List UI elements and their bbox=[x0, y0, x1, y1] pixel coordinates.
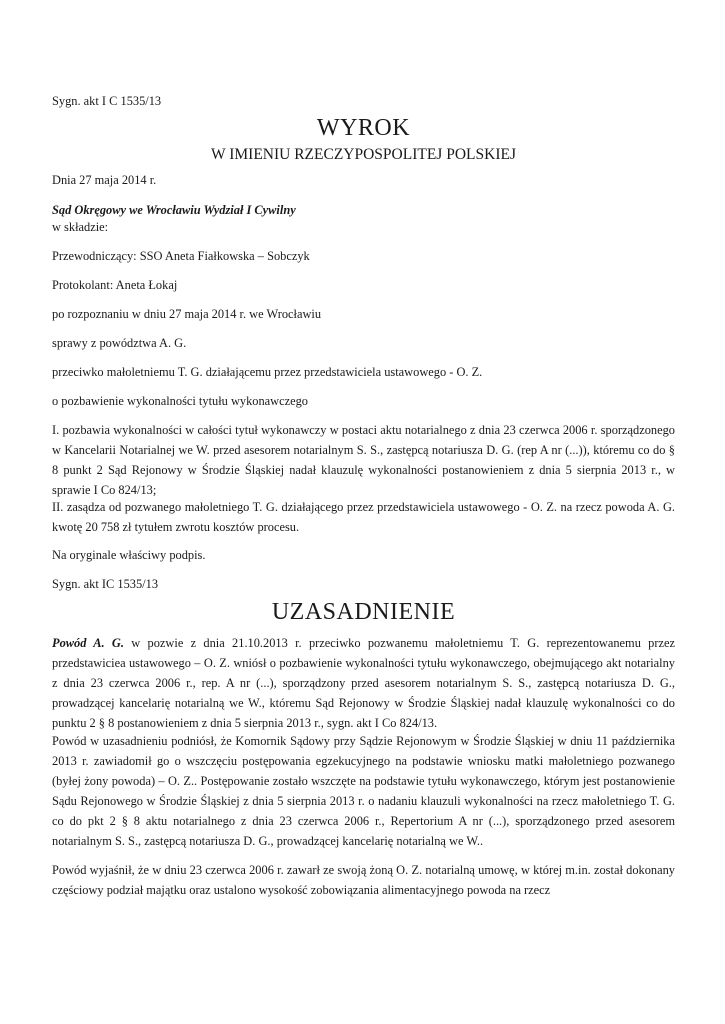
justification-paragraph-2: Powód w uzasadnieniu podniósł, że Komornik Sądowy przy Sądzie Rejonowym w Środzie Śląskiej w dniu 11 października 2013 r. zawiadomił go o wszczęciu postępowania egzekucyjnego na podstawie wniosku matki małoletniego pozwanego (byłej żony powoda) – O. Z.. Postępowanie zostało wszczęte na podstawie tytułu wykonawczego, którym jest postanowienie Sądu Rejonowego w Środzie Śląskiej z dnia 5 sierpnia 2013 r. o nadaniu klauzuli wykonalności na rzecz małoletniego T. G. co do pkt 2 § 8 aktu notarialnego z dnia 23 czerwca 2006 r., Repertorium A nr (...), sporządzonego przed asesorem notarialnym S. S., zastępcą notariusza D. G., prowadzącej kancelarię notarialną we W.. bbox=[52, 734, 675, 848]
plaintiff-line: sprawy z powództwa A. G. bbox=[52, 336, 187, 350]
court-name: Sąd Okręgowy we Wrocławiu Wydział I Cywilny bbox=[52, 203, 296, 217]
verdict-date: Dnia 27 maja 2014 r. bbox=[52, 173, 157, 187]
justification-paragraph-1 bbox=[52, 633, 675, 733]
case-signature: Sygn. akt I C 1535/13 bbox=[52, 94, 162, 108]
verdict-subtitle: W IMIENIU RZECZYPOSPOLITEJ POLSKIEJ bbox=[211, 146, 516, 163]
paragraph-1-text: w pozwie z dnia 21.10.2013 r. przeciwko pozwanemu małoletniemu T. G. reprezentowanemu przez przedstawiciea ustawowego – O. Z. wniósł o pozbawienie wykonalności tytułu wykonawczego, obejmującego akt notarialny z dnia 23 czerwca 2006 r., rep. A nr (...), sporządzony przed asesorem notarialnym S. S., zastępcą notariusza D. G., prowadzącej kancelarię notarialną we W., któremu Sąd Rejonowy w Środzie Śląskiej nadał klauzulę wykonalności co do punktu 2 § 8 postanowieniem z dnia 5 sierpnia 2013 r., sygn. akt I Co 824/13. bbox=[52, 636, 676, 730]
case-signature-2: Sygn. akt IC 1535/13 bbox=[52, 577, 159, 591]
plaintiff-lead: Powód A. G. bbox=[52, 636, 124, 650]
clerk-line: Protokolant: Aneta Łokaj bbox=[52, 278, 178, 292]
ruling-point-2: II. zasądza od pozwanego małoletniego T. G. działającego przez przedstawiciela ustawowego - O. Z. na rzecz powoda A. G. kwotę 20 758 zł tytułem zwrotu kosztów procesu. bbox=[52, 500, 675, 534]
justification-paragraph-3: Powód wyjaśnił, że w dniu 23 czerwca 2006 r. zawarł ze swoją żoną O. Z. notarialną umowę, w której m.in. został dokonany częściowy podział majątku oraz ustalono wysokość zobowiązania alimentacyjnego powoda na rzecz bbox=[52, 863, 675, 897]
ruling-point-1: I. pozbawia wykonalności w całości tytuł wykonawczy w postaci aktu notarialnego z dnia 23 czerwca 2006 r. sporządzonego w Kancelarii Notarialnej we W. przed asesorem notarialnym S. S., zastępcą notariusza D. G. (rep A nr (...)), któremu co do § 8 punkt 2 Sąd Rejonowy w Środzie Śląskiej nadał klauzulę wykonalności postanowieniem z dnia 5 sierpnia 2013 r., w sprawie I Co 824/13; bbox=[52, 423, 675, 497]
justification-title: UZASADNIENIE bbox=[271, 599, 456, 625]
defendant-line: przeciwko małoletniemu T. G. działającemu przez przedstawiciela ustawowego - O. Z. bbox=[52, 365, 483, 379]
chair-line: Przewodniczący: SSO Aneta Fiałkowska – Sobczyk bbox=[52, 249, 310, 263]
verdict-title: WYROK bbox=[316, 115, 411, 141]
composition-label: w składzie: bbox=[52, 220, 109, 234]
hearing-line: po rozpoznaniu w dniu 27 maja 2014 r. we Wrocławiu bbox=[52, 307, 322, 321]
subject-line: o pozbawienie wykonalności tytułu wykonawczego bbox=[52, 394, 309, 408]
original-note: Na oryginale właściwy podpis. bbox=[52, 548, 206, 562]
